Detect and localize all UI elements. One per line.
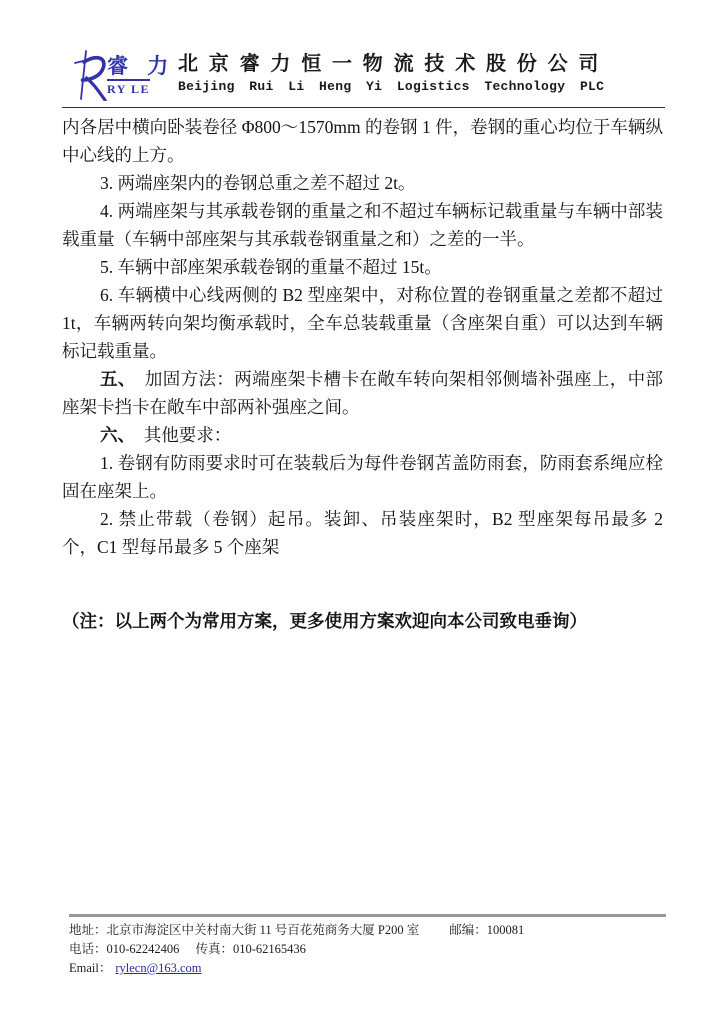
section-text: 其他要求：: [126, 425, 232, 445]
logo-name-cn: 睿 力: [107, 54, 176, 78]
company-name-block: [178, 52, 609, 94]
company-name-en: Beijing Rui Li Heng Yi Logistics Technology PLC: [178, 79, 605, 94]
note-text: （注：以上两个为常用方案，更多使用方案欢迎向本公司致电垂询）: [62, 611, 587, 631]
page-footer: [69, 914, 666, 978]
postcode-label: 邮编：: [449, 923, 487, 937]
section-number: 五、: [100, 369, 128, 389]
email-link[interactable]: rylecn@163.com: [115, 961, 202, 975]
header-divider: [62, 107, 665, 108]
paragraph-section-5: [62, 365, 663, 421]
paragraph-other-1: 1. 卷钢有防雨要求时可在装载后为每件卷钢苫盖防雨套，防雨套系绳应栓固在座架上。: [62, 453, 663, 501]
postcode-value: 100081: [486, 923, 525, 937]
logo-name-en: RY LE: [107, 79, 150, 96]
paragraph-item-6: 6. 车辆横中心线两侧的 B2 型座架中，对称位置的卷钢重量之差都不超过 1t，车辆两转向架均衡承载时，全车总装载重量（含座架自重）可以达到车辆标记载重量。: [62, 285, 663, 361]
fax-label: 传真：: [195, 942, 233, 956]
paragraph-section-6: [62, 421, 663, 449]
address-value: 北京市海淀区中关村南大街 11 号百花苑商务大厦 P200 室: [106, 923, 420, 937]
footer-email-line: [69, 959, 666, 978]
footer-phone-line: [69, 940, 666, 959]
address-label: 地址：: [69, 923, 107, 937]
phone-label: 电话：: [69, 942, 107, 956]
logo-text: [107, 54, 175, 96]
email-label: Email：: [69, 961, 112, 975]
paragraph-item-4: 4. 两端座架与其承载卷钢的重量之和不超过车辆标记载重量与车辆中部装载重量（车辆中部座架与其承载卷钢重量之和）之差的一半。: [62, 201, 663, 249]
document-body: [62, 113, 663, 635]
paragraph-item-5: 5. 车辆中部座架承载卷钢的重量不超过 15t。: [100, 257, 442, 277]
paragraph-item-3: 3. 两端座架内的卷钢总重之差不超过 2t。: [100, 173, 416, 193]
paragraph-continuation: 内各居中横向卧装卷径 Φ800～1570mm 的卷钢 1 件，卷钢的重心均位于车辆纵中心线的上方。: [62, 117, 663, 165]
footer-address-line: [69, 921, 666, 940]
section-number: 六、: [100, 425, 127, 445]
paragraph-other-2: 2. 禁止带载（卷钢）起吊。装卸、吊装座架时，B2 型座架每吊最多 2 个，C1 型每吊最多 5 个座架: [62, 509, 663, 557]
company-name-cn: 北京睿力恒一物流技术股份公司: [178, 53, 610, 75]
phone-value: 010-62242406: [106, 942, 180, 956]
footer-divider: [69, 914, 666, 917]
fax-value: 010-62165436: [232, 942, 306, 956]
section-text: 加固方法：两端座架卡槽卡在敞车转向架相邻侧墙补强座上，中部座架卡挡卡在敞车中部两补强座之间。: [62, 369, 664, 417]
